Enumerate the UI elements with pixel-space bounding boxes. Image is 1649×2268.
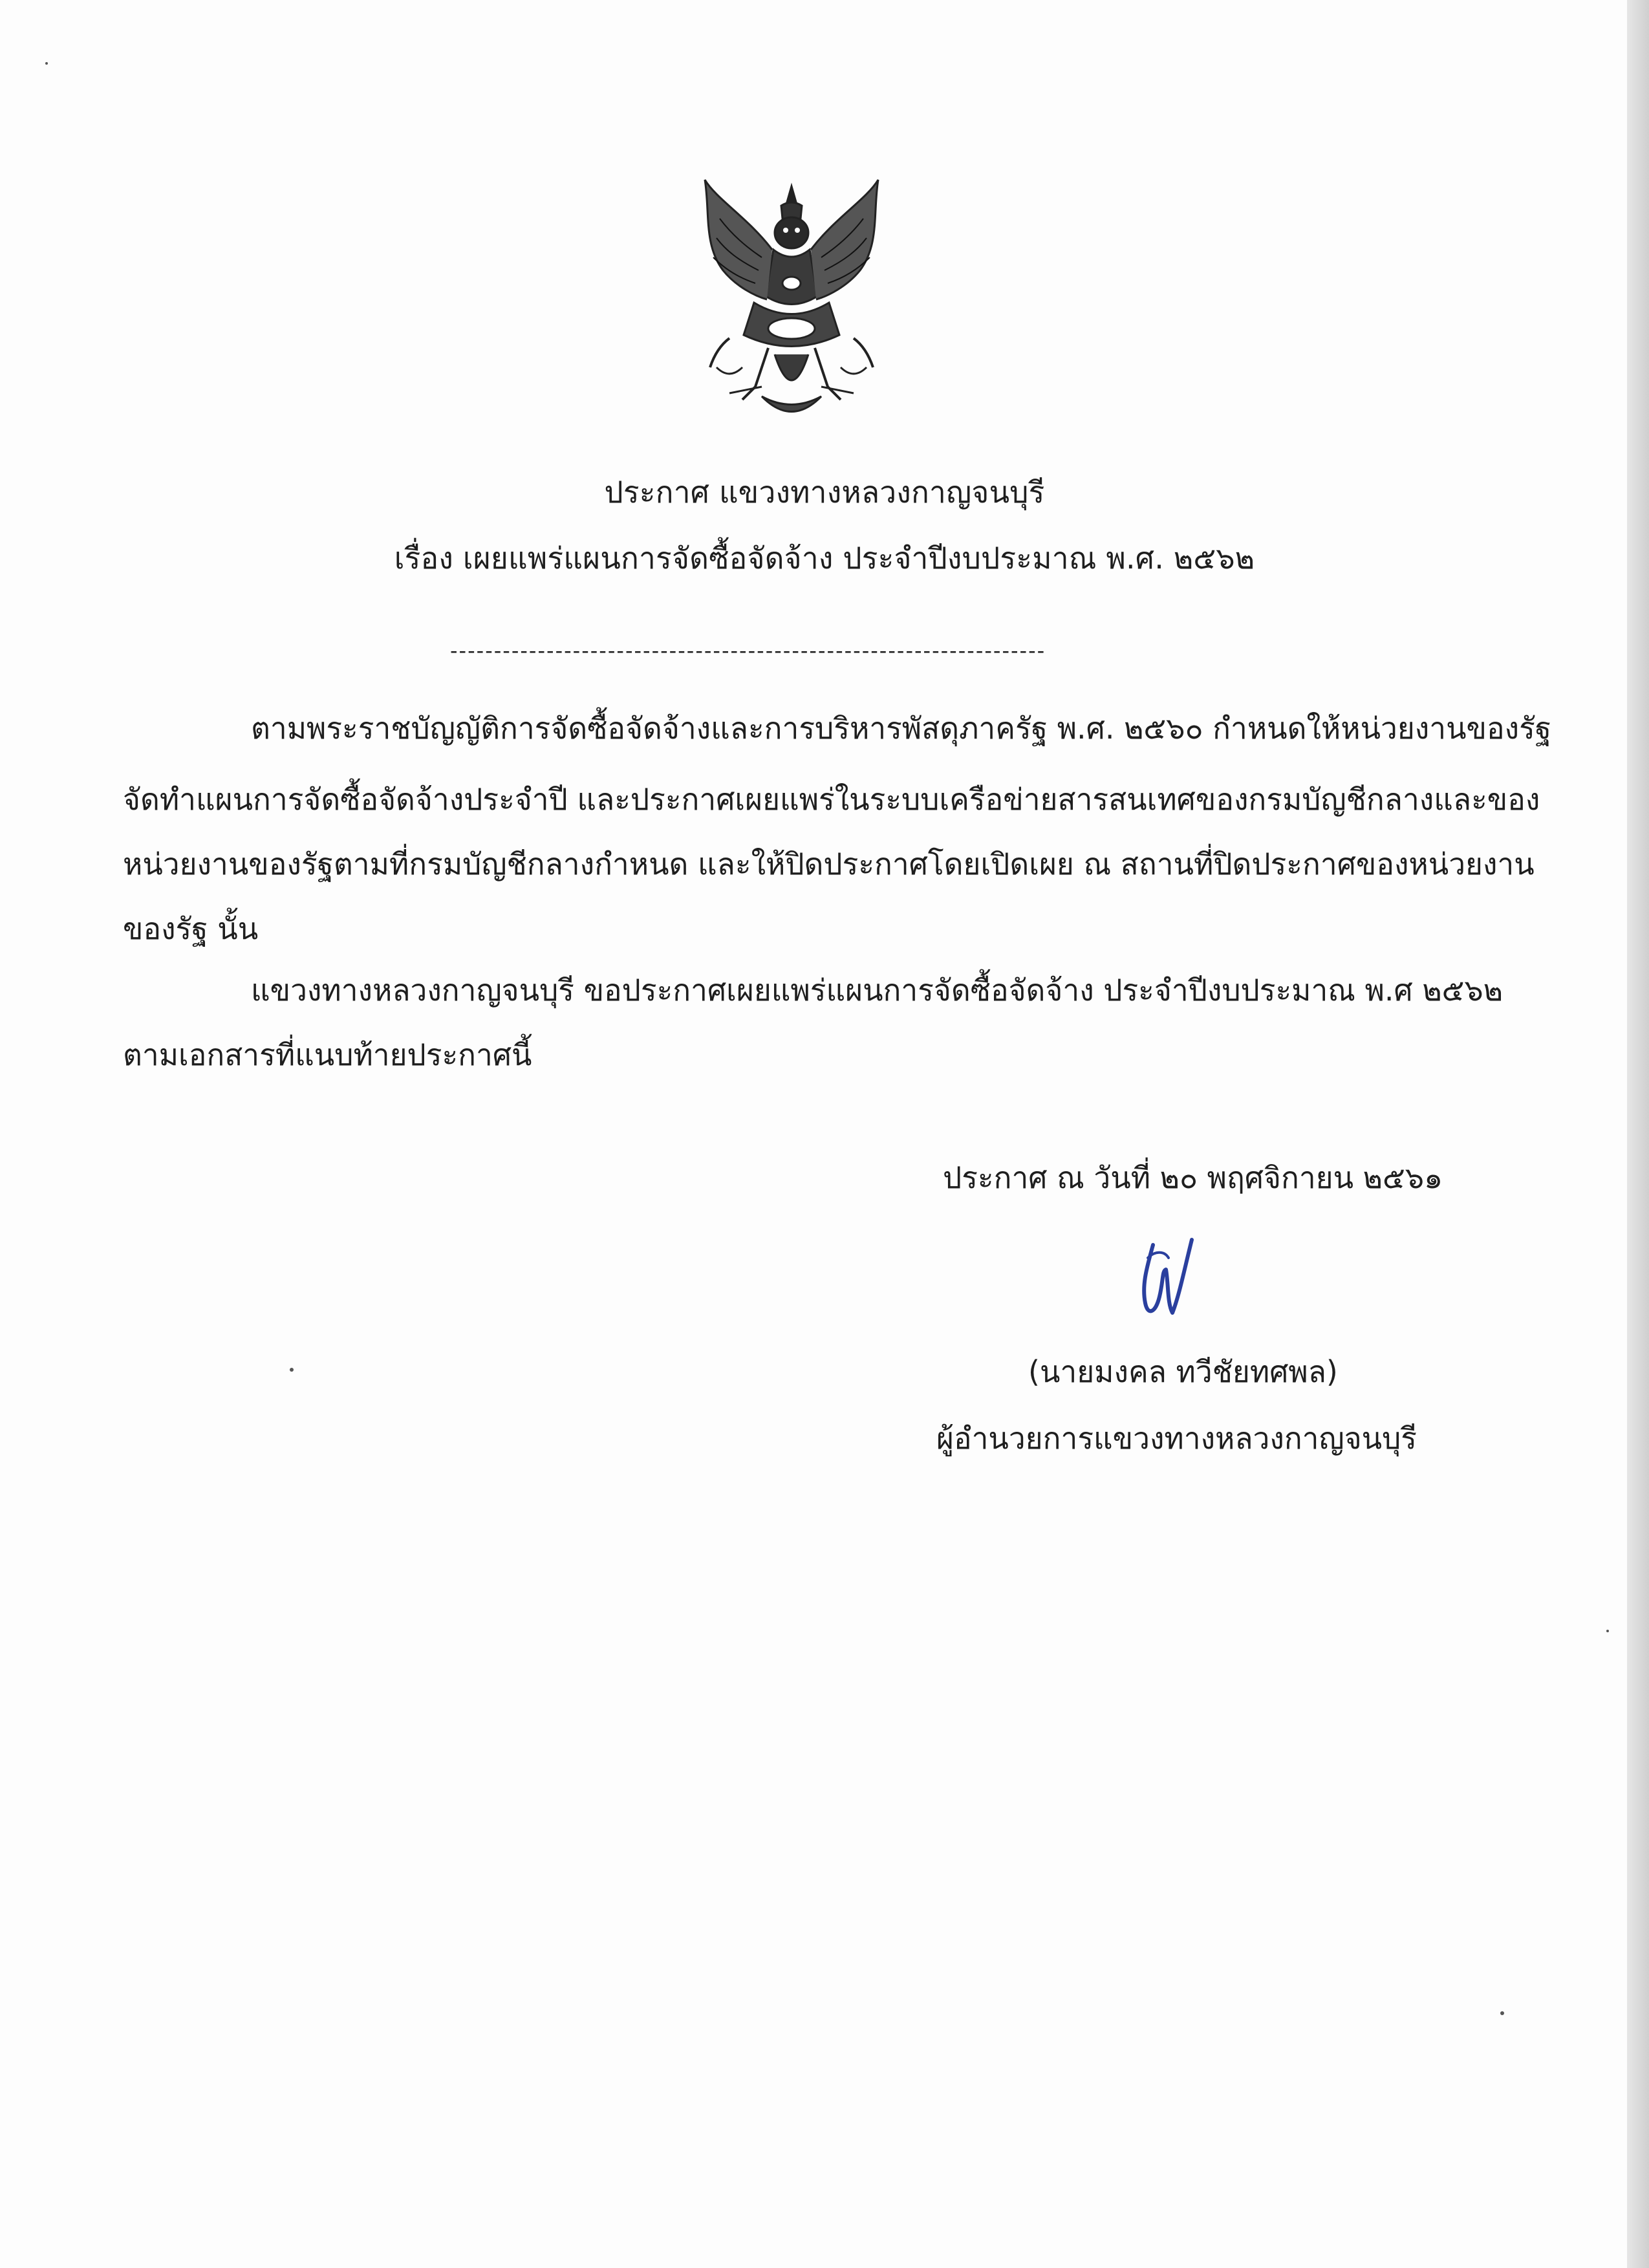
scan-speck (1500, 2011, 1504, 2015)
paragraph-1-line-4: ของรัฐ นั้น (123, 911, 259, 946)
scan-speck (290, 1368, 294, 1372)
scan-speck (45, 62, 48, 65)
signer-name: (นายมงคล ทวีชัยทศพล) (1028, 1354, 1338, 1389)
scan-edge (1627, 0, 1649, 2268)
paragraph-1-line-2: จัดทำแผนการจัดซื้อจัดจ้างประจำปี และประกาศเผยแพร่ในระบบเครือข่ายสารสนเทศของกรมบัญชีกลางและของ (123, 782, 1540, 817)
signer-title: ผู้อำนวยการแขวงทางหลวงกาญจนบุรี (936, 1421, 1417, 1456)
announcement-subject: เรื่อง เผยแพร่แผนการจัดซื้อจัดจ้าง ประจำปีงบประมาณ พ.ศ. ๒๕๖๒ (394, 541, 1255, 576)
garuda-emblem-icon (691, 173, 892, 427)
handwritten-signature-icon (1128, 1232, 1200, 1329)
paragraph-2-line-2: ตามเอกสารที่แนบท้ายประกาศนี้ (123, 1037, 532, 1072)
paragraph-2-line-1: แขวงทางหลวงกาญจนบุรี ขอประกาศเผยแพร่แผนการจัดซื้อจัดจ้าง ประจำปีงบประมาณ พ.ศ ๒๕๖๒ (251, 973, 1503, 1008)
announcement-title: ประกาศ แขวงทางหลวงกาญจนบุรี (604, 475, 1045, 510)
separator-line: -------------------------------------------------------------------- (450, 638, 1046, 663)
paragraph-1-line-1: ตามพระราชบัญญัติการจัดซื้อจัดจ้างและการบริหารพัสดุภาครัฐ พ.ศ. ๒๕๖๐ กำหนดให้หน่วยงานของรัฐ (251, 711, 1552, 746)
paragraph-1-line-3: หน่วยงานของรัฐตามที่กรมบัญชีกลางกำหนด และให้ปิดประกาศโดยเปิดเผย ณ สถานที่ปิดประกาศของหน่วยงาน (123, 847, 1535, 881)
scan-speck (1606, 1630, 1609, 1632)
announcement-date: ประกาศ ณ วันที่ ๒๐ พฤศจิกายน ๒๕๖๑ (943, 1160, 1443, 1195)
